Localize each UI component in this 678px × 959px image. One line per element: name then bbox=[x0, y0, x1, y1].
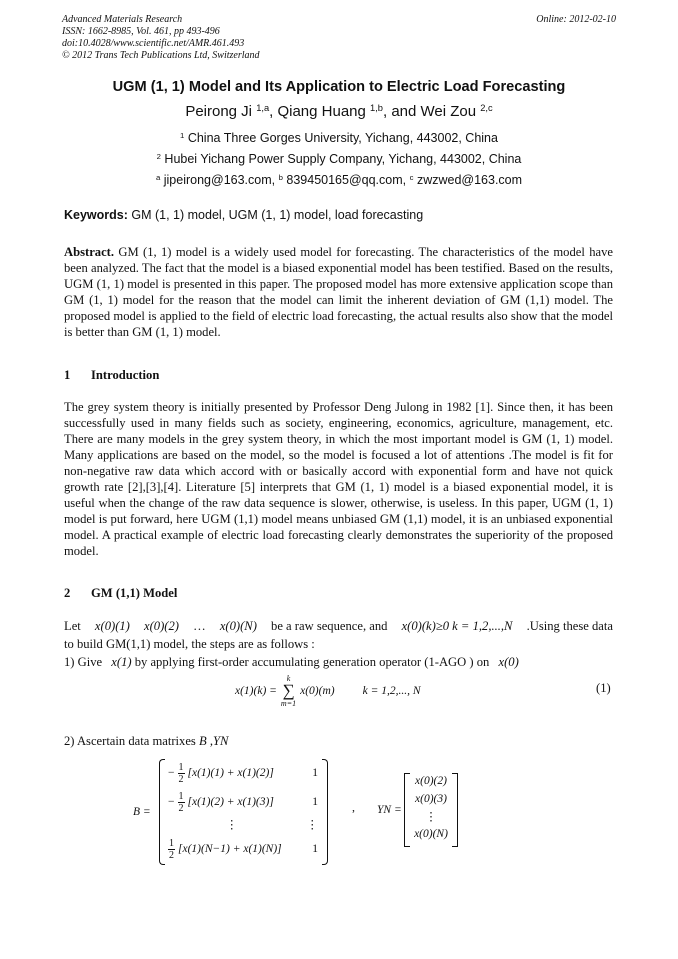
matrix-y-entry: x(0)(3) bbox=[415, 793, 447, 805]
matrix-y-right-bracket bbox=[452, 773, 458, 847]
journal-name: Advanced Materials Research bbox=[62, 14, 183, 25]
author-name: Qiang Huang bbox=[277, 103, 366, 120]
affiliation-2: $^2$ Hubei Yichang Power Supply Company, Yichang, 443002, China bbox=[156, 151, 522, 166]
equation-1-number: (1) bbox=[596, 681, 611, 695]
gm-intro-line: Let x(0)(1) x(0)(2) … x(0)(N) be a raw sequence, and x(0)(k)≥0 k = 1,2,...,N .Using these data bbox=[64, 619, 613, 633]
affiliation-1: $^1$ China Three Gorges University, Yichang, 443002, China bbox=[180, 130, 498, 145]
eq1-body: x(0)(m) bbox=[300, 685, 335, 697]
online-date: Online: 2012-02-10 bbox=[536, 14, 616, 25]
author-separator: , bbox=[269, 103, 278, 120]
section-heading-introduction: 1 Introduction bbox=[64, 368, 160, 382]
seq-term: x(0)(2) bbox=[144, 619, 179, 633]
copyright-line: © 2012 Trans Tech Publications Ltd, Switzerland bbox=[62, 50, 260, 61]
matrix-y-entry: ⋮ bbox=[425, 811, 437, 823]
step-1-line: 1) Give x(1) by applying first-order accumulating generation operator (1-AGO ) on x(0) bbox=[64, 655, 519, 669]
doi-line: doi:10.4028/www.scientific.net/AMR.461.493 bbox=[62, 38, 245, 49]
running-header bbox=[62, 14, 260, 62]
issn-line: ISSN: 1662-8985, Vol. 461, pp 493-496 bbox=[62, 26, 220, 37]
eq1-lhs: x(1)(k) = bbox=[235, 685, 277, 697]
eq1-range: k = 1,2,..., N bbox=[362, 685, 421, 697]
introduction-text: The grey system theory is initially presented by Professor Deng Julong in 1982 [1]. Since then, it has been successfully used in many fields such as society, engineering, economics, agriculture, management, etc. There are many models in the grey system theory, in which the most important model is GM (1, 1) model. Many applications are based on the model, so the model is focused a lot of attentions .The model is fit for non-negative raw data which accord with or basically accord with exponential form and have not quick growth rate [2],[3],[4]. Literature [5] interprets that GM (1, 1) model is a biased exponential model, it is useful when the change of the raw data sequence is slower, otherwise, is useless. In this paper, UGM (1, 1) model is put forward, here UGM (1,1) model means unbiased GM (1,1) model, it is an unbiased exponential model. A practical example of electric load forecasting clearly demonstrates the superiority of the proposed model. bbox=[64, 400, 613, 558]
matrix-b-left-bracket bbox=[159, 759, 165, 865]
seq-ellipsis: … bbox=[193, 619, 206, 633]
author-affil-mark: 1,b bbox=[370, 102, 383, 113]
matrix-separator-comma: , bbox=[352, 800, 355, 814]
email-b: 839450165@qq.com bbox=[286, 173, 403, 187]
keywords-line bbox=[64, 208, 423, 222]
matrix-b-row: $\frac{1}{2}$ [x(1)(N−1) + x(1)(N)] 1 bbox=[169, 837, 318, 861]
nonneg-condition: x(0)(k)≥0 k = 1,2,...,N bbox=[401, 619, 513, 633]
author-affil-mark: 2,c bbox=[480, 102, 493, 113]
section-heading-gm-model: 2 GM (1,1) Model bbox=[64, 586, 178, 600]
summation: k ∑ m=1 bbox=[280, 674, 297, 708]
seq-term: x(0)(1) bbox=[94, 619, 130, 633]
abstract-label: Abstract. bbox=[64, 245, 115, 259]
matrix-y-entry: x(0)(2) bbox=[415, 775, 447, 787]
abstract-text: GM (1, 1) model is a widely used model for forecasting. The characteristics of the model have been analyzed. The fact that the model is a biased exponential model has been testified. Based on the results, UGM (1, 1) model is presented in this paper. The proposed model has more extensive application scope than GM (1, 1) model for the reason that the model can limit the inherent deviation of GM (1,1) model. The proposed model is applied to the field of electric load forecasting, the actual results also show that the model is better than GM (1, 1) model. bbox=[64, 245, 613, 339]
matrix-b-row: − $\frac{1}{2}$ [x(1)(2) + x(1)(3)] 1 bbox=[168, 790, 318, 814]
paper-title: UGM (1, 1) Model and Its Application to Electric Load Forecasting bbox=[112, 79, 566, 95]
abstract bbox=[64, 244, 613, 340]
email-line: $^a$ jipeirong@163.com, $^b$ 839450165@qq.com, $^c$ zwzwed@163.com bbox=[155, 172, 523, 187]
matrix-b-right-bracket bbox=[322, 759, 328, 865]
matrix-y-entry: x(0)(N) bbox=[414, 828, 448, 840]
keywords-label: Keywords: bbox=[64, 208, 128, 222]
keywords-text: GM (1, 1) model, UGM (1, 1) model, load forecasting bbox=[131, 208, 424, 222]
author-name: Peirong Ji bbox=[185, 103, 253, 120]
matrix-b-label: B = bbox=[133, 806, 151, 818]
matrix-b-row: ⋮ ⋮ bbox=[226, 819, 318, 831]
equation-1 bbox=[235, 673, 421, 709]
author-name: Wei Zou bbox=[420, 103, 477, 120]
matrix-b-row: − $\frac{1}{2}$ [x(1)(1) + x(1)(2)] 1 bbox=[168, 761, 318, 785]
author-affil-mark: 1,a bbox=[256, 102, 270, 113]
author-list bbox=[0, 103, 678, 120]
email-c: zwzwed@163.com bbox=[416, 173, 523, 187]
matrix-y-left-bracket bbox=[404, 773, 410, 847]
email-a: jipeirong@163.com bbox=[163, 173, 272, 187]
step-2-line: 2) Ascertain data matrixes B ,YN bbox=[64, 734, 229, 748]
author-separator: , and bbox=[382, 103, 421, 120]
matrix-y-label: YN = bbox=[377, 804, 402, 816]
seq-term: x(0)(N) bbox=[219, 619, 257, 633]
gm-intro-line-2: to build GM(1,1) model, the steps are as follows : bbox=[64, 637, 315, 651]
